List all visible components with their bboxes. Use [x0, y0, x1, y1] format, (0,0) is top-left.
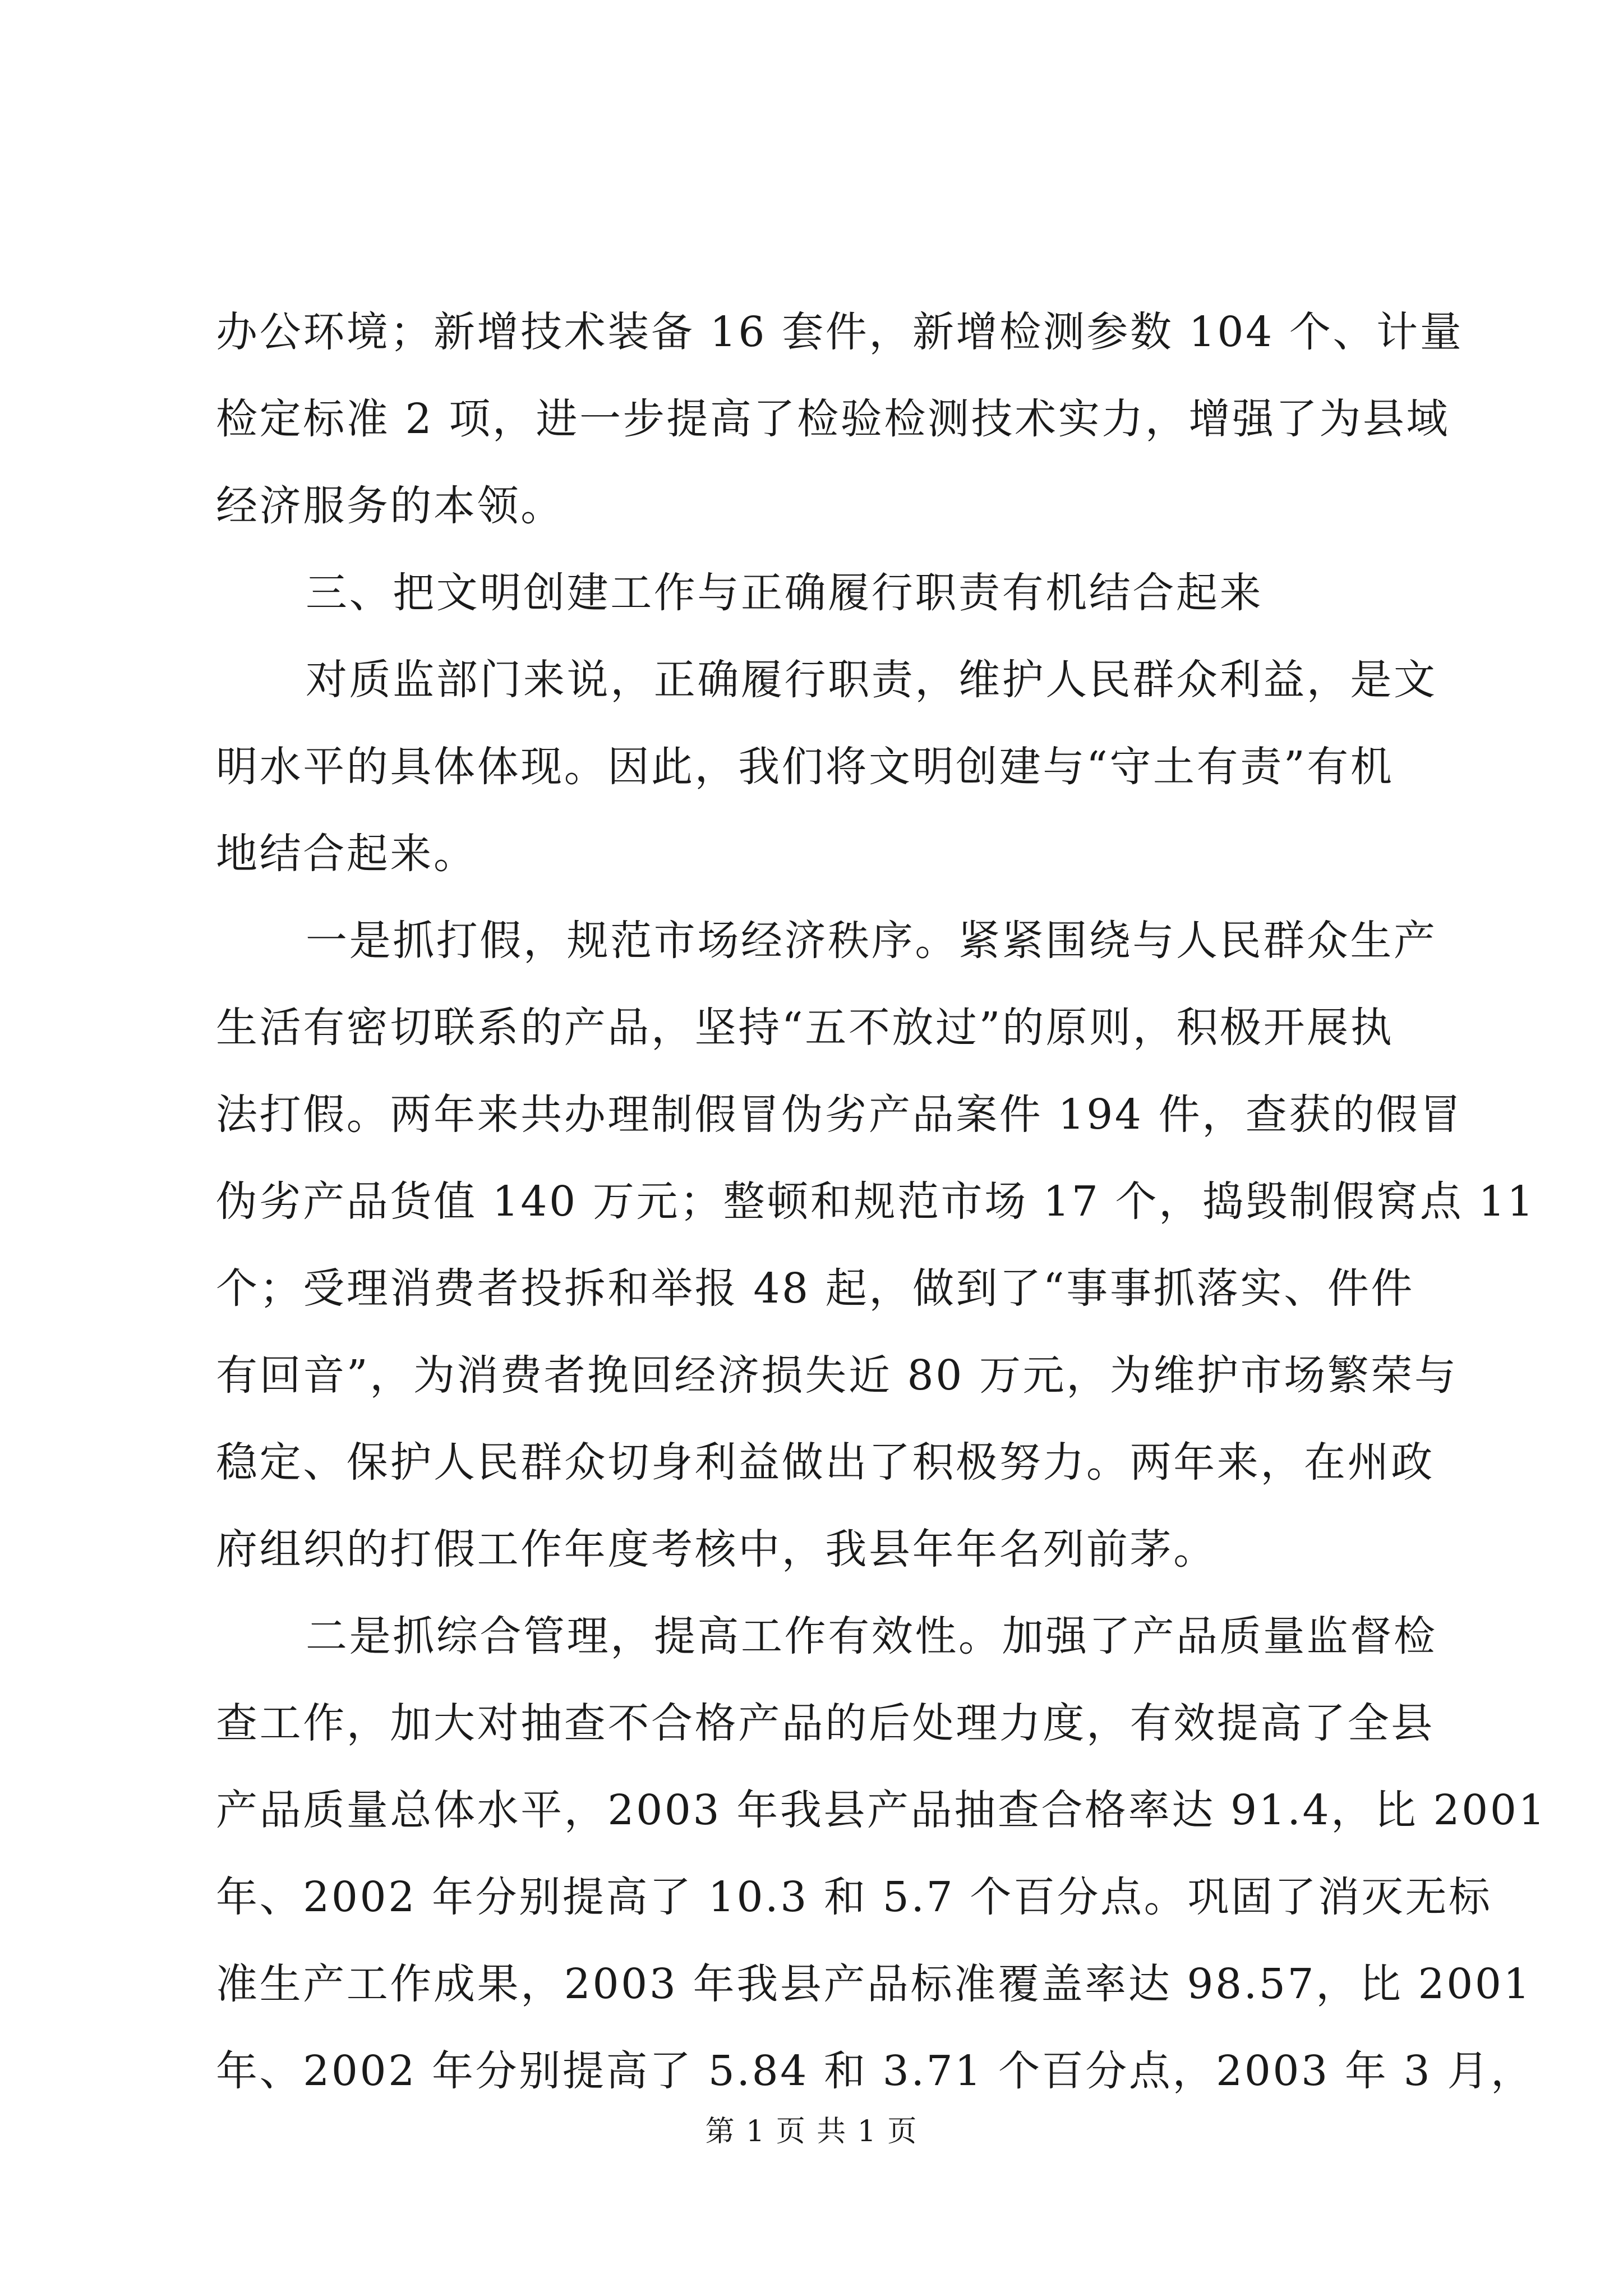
text-line: 个；受理消费者投拆和举报 48 起，做到了“事事抓落实、件件	[216, 1264, 1415, 1313]
page-footer	[0, 2112, 1623, 2151]
text-line: 办公环境；新增技术装备 16 套件，新增检测参数 104 个、计量	[216, 308, 1464, 356]
document-body	[216, 289, 1547, 2115]
text-line: 二是抓综合管理，提高工作有效性。加强了产品质量监督检	[306, 1612, 1437, 1660]
text-line: 稳定、保护人民群众切身利益做出了积极努力。两年来，在州政	[216, 1438, 1435, 1487]
text-line: 明水平的具体体现。因此，我们将文明创建与“守土有责”有机	[216, 743, 1394, 791]
text-line: 经济服务的本领。	[216, 482, 564, 530]
text-line: 有回音”，为消费者挽回经济损失近 80 万元，为维护市场繁荣与	[216, 1351, 1458, 1400]
page-number: 第 1 页 共 1 页	[705, 2115, 918, 2148]
text-line: 伪劣产品货值 140 万元；整顿和规范市场 17 个，捣毁制假窝点 11	[216, 1177, 1536, 1226]
text-line: 地结合起来。	[216, 830, 477, 878]
text-line: 产品质量总体水平，2003 年我县产品抽查合格率达 91.4，比 2001	[216, 1786, 1547, 1834]
text-line: 一是抓打假，规范市场经济秩序。紧紧围绕与人民群众生产	[306, 917, 1437, 965]
text-line: 查工作，加大对抽查不合格产品的后处理力度，有效提高了全县	[216, 1699, 1435, 1747]
text-line: 府组织的打假工作年度考核中，我县年年名列前茅。	[216, 1525, 1217, 1573]
text-line: 对质监部门来说，正确履行职责，维护人民群众利益，是文	[306, 656, 1437, 704]
text-line: 准生产工作成果，2003 年我县产品标准覆盖率达 98.57，比 2001	[216, 1960, 1532, 2008]
section-heading: 三、把文明创建工作与正确履行职责有机结合起来	[306, 569, 1264, 617]
text-line: 检定标准 2 项，进一步提高了检验检测技术实力，增强了为县域	[216, 395, 1450, 443]
text-line: 年、2002 年分别提高了 10.3 和 5.7 个百分点。巩固了消灭无标	[216, 1873, 1492, 1921]
text-line: 生活有密切联系的产品，坚持“五不放过”的原则，积极开展执	[216, 1004, 1394, 1052]
text-line: 年、2002 年分别提高了 5.84 和 3.71 个百分点，2003 年 3 月，	[216, 2047, 1534, 2095]
text-line: 法打假。两年来共办理制假冒伪劣产品案件 194 件，查获的假冒	[216, 1091, 1463, 1139]
